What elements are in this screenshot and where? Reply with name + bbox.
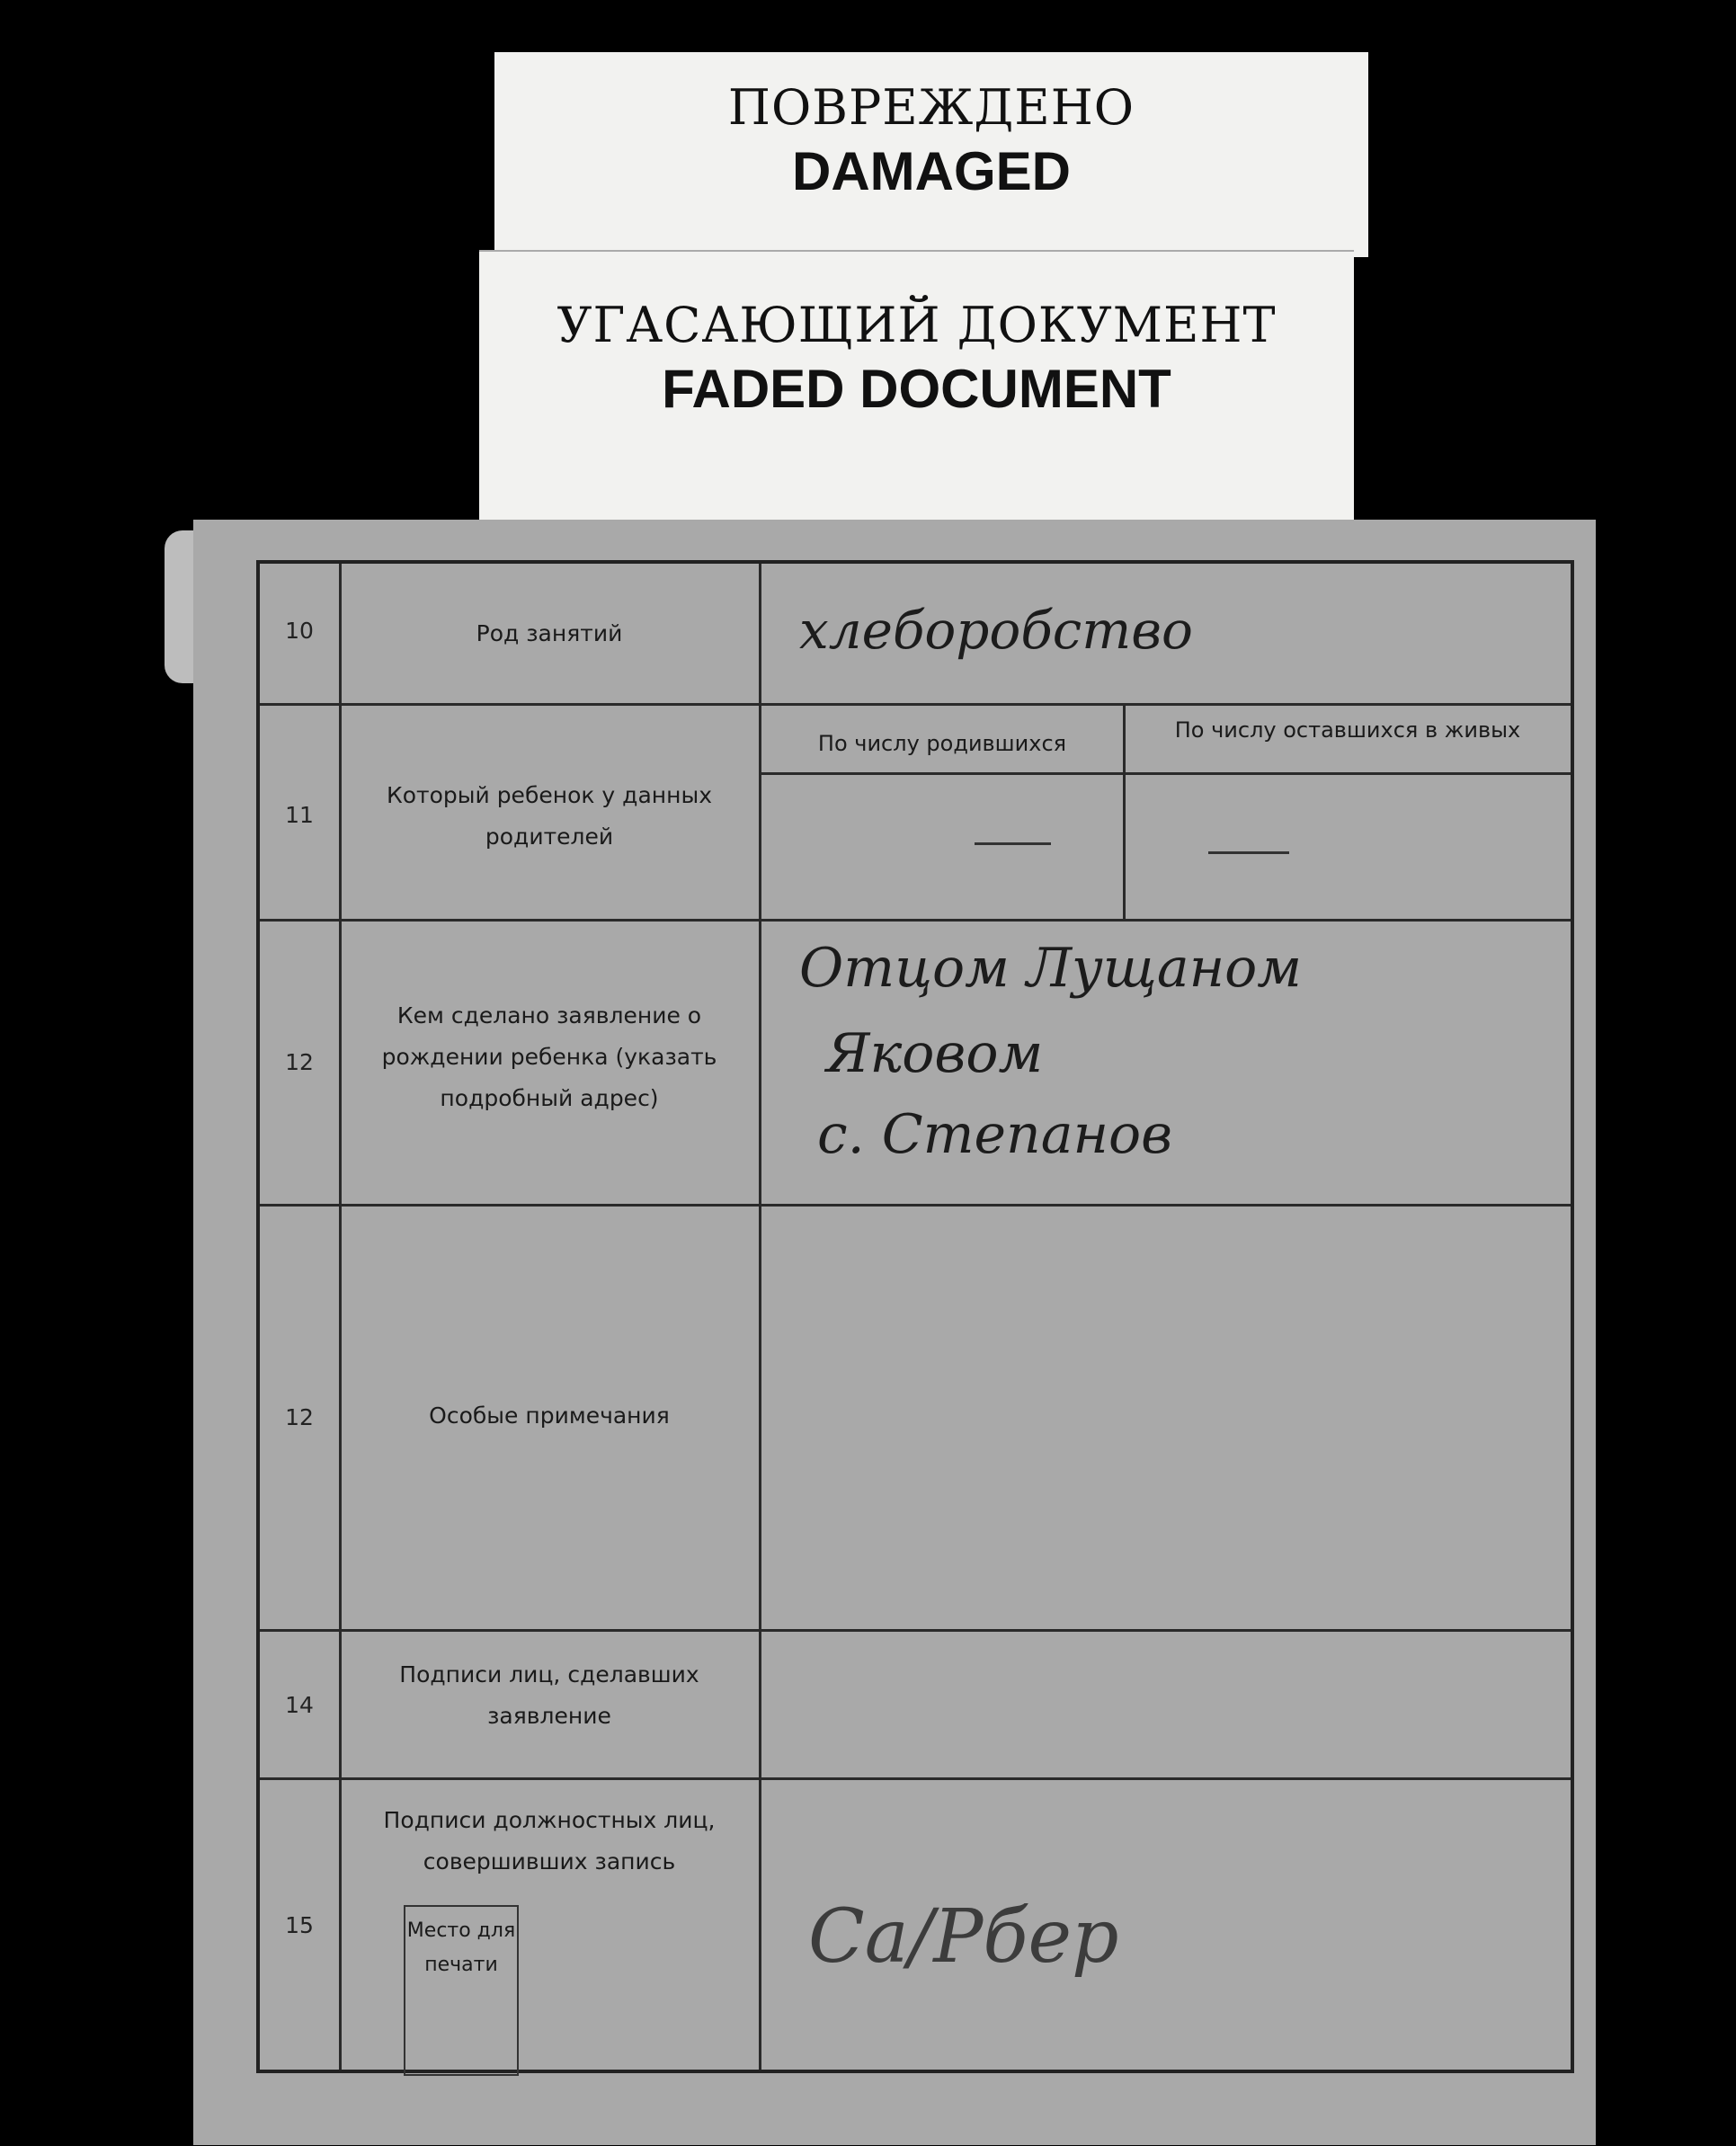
row-number: 15	[285, 1912, 314, 1938]
row-label-declarant-signatures: Подписи лиц, сделавших заявление	[399, 1661, 699, 1729]
damaged-label-en: DAMAGED	[792, 141, 1071, 201]
form-table	[256, 560, 1574, 2073]
column-divider-alive	[1123, 706, 1126, 919]
handwritten-occupation: хлеборобство	[799, 600, 1193, 661]
subheader-born: По числу родившихся	[817, 731, 1067, 756]
row-label-official-signatures: Подписи должностных лиц, совершивших запись	[383, 1807, 716, 1874]
faded-label-en: FADED DOCUMENT	[662, 359, 1171, 419]
row-number: 14	[285, 1692, 314, 1718]
row-label-occupation: Род занятий	[476, 620, 623, 646]
row-divider-3	[260, 1204, 1571, 1207]
faded-label-card	[479, 250, 1354, 521]
damaged-label-ru: ПОВРЕЖДЕНО	[727, 79, 1135, 136]
row-divider-2	[260, 919, 1571, 922]
handwritten-declarant-line2: Яковом	[826, 1022, 1044, 1085]
row-number: 12	[285, 1404, 314, 1430]
alive-value-dash	[1208, 851, 1289, 854]
row-divider-4	[260, 1629, 1571, 1632]
row-label-declarant: Кем сделано заявление о рождении ребенка (указать подробный адрес)	[381, 1002, 717, 1111]
row-divider-5	[260, 1777, 1571, 1780]
subheader-alive: По числу оставшихся в живых	[1174, 717, 1521, 743]
stamp-place-box: Место для печати	[404, 1905, 519, 2076]
row-number: 12	[285, 1049, 314, 1075]
subheader-divider	[759, 772, 1571, 775]
row-label-child-order: Который ребенок у данных родителей	[386, 782, 712, 850]
official-signature: Са/Рбер	[808, 1894, 1119, 1980]
row-label-notes: Особые примечания	[429, 1402, 670, 1429]
faded-label-ru: УГАСАЮЩИЙ ДОКУМЕНТ	[556, 297, 1277, 353]
document-sheet	[193, 520, 1596, 2145]
row-number: 11	[285, 802, 314, 828]
handwritten-declarant-line1: Отцом Лущаном	[799, 937, 1302, 1000]
handwritten-declarant-line3: с. Степанов	[817, 1103, 1173, 1166]
row-divider-1	[260, 703, 1571, 706]
born-value-dash	[975, 842, 1051, 845]
damaged-label-card	[494, 52, 1368, 257]
column-divider-number	[339, 564, 342, 2070]
column-divider-label	[759, 564, 761, 2070]
row-number: 10	[285, 618, 314, 644]
